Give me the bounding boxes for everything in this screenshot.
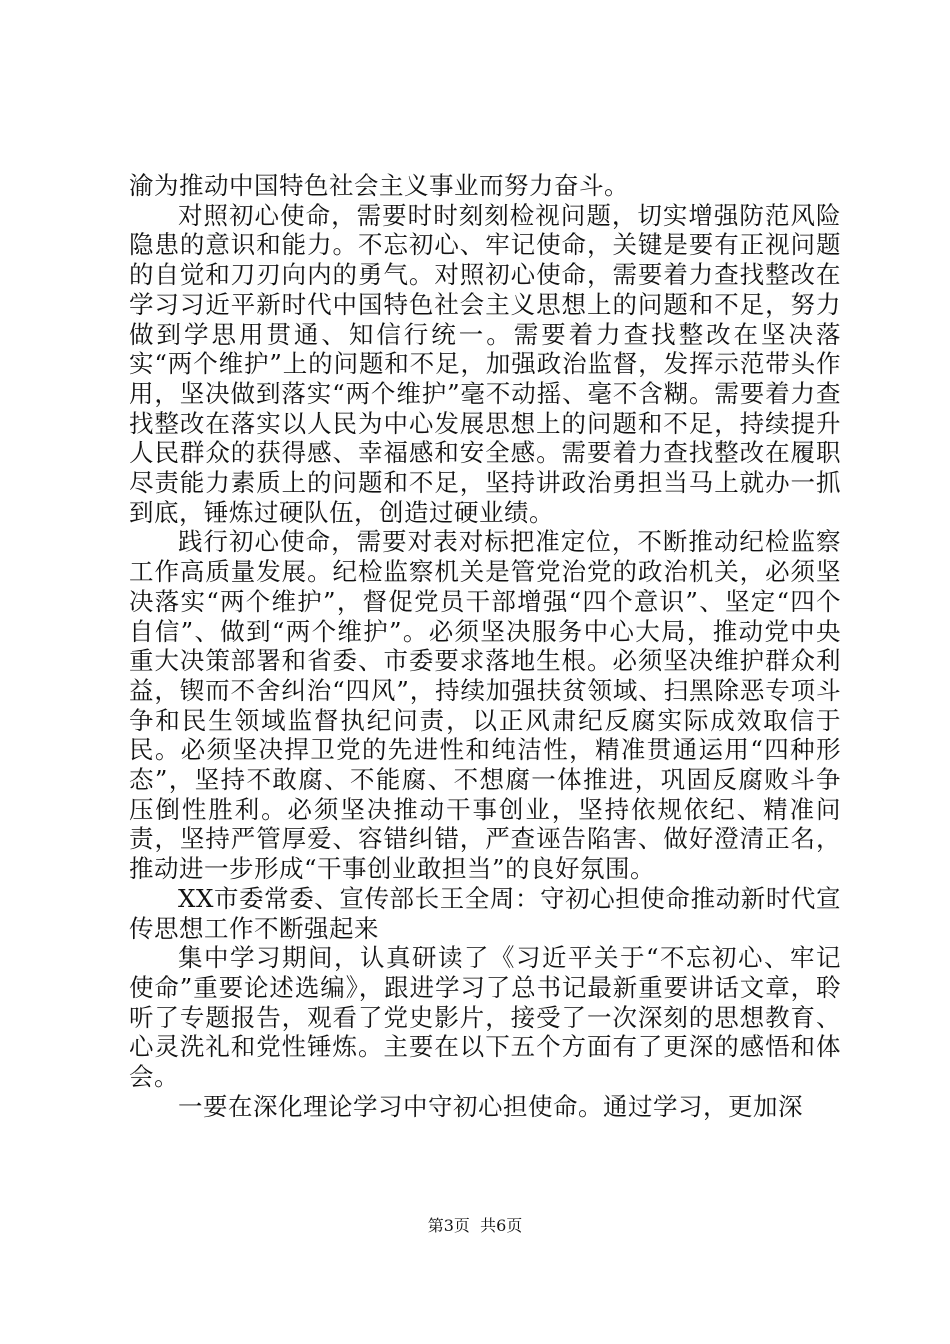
paragraph-continuation: 渝为推动中国特色社会主义事业而努力奋斗。	[129, 171, 629, 200]
page-number: 第3页 共6页	[427, 1216, 523, 1235]
paragraph-theory-study: 一要在深化理论学习中守初心担使命。通过学习，更加深	[178, 1091, 803, 1121]
document-body	[129, 171, 841, 1122]
section-heading: XX市委常委、宣传部长王全周：守初心担使命推动新时代宣传思想工作不断强起来	[129, 883, 841, 943]
paragraph-study-period: 集中学习期间，认真研读了《习近平关于“不忘初心、牢记使命”重要论述选编》，跟进学习了总书记最新重要讲话文章，聆听了专题报告，观看了党史影片，接受了一次深刻的思想教育、心灵洗礼和党性锤炼。主要在以下五个方面有了更深的感悟和体会。	[129, 943, 841, 1092]
page-footer	[0, 1216, 950, 1236]
paragraph-reflect-mission: 对照初心使命，需要时时刻刻检视问题，切实增强防范风险隐患的意识和能力。不忘初心、牢记使命，关键是要有正视问题的自觉和刀刃向内的勇气。对照初心使命，需要着力查找整改在学习习近平新时代中国特色社会主义思想上的问题和不足，努力做到学思用贯通、知信行统一。需要着力查找整改在坚决落实“两个维护”上的问题和不足，加强政治监督，发挥示范带头作用，坚决做到落实“两个维护”毫不动摇、毫不含糊。需要着力查找整改在落实以人民为中心发展思想上的问题和不足，持续提升人民群众的获得感、幸福感和安全感。需要着力查找整改在履职尽责能力素质上的问题和不足，坚持讲政治勇担当马上就办一抓到底，锤炼过硬队伍，创造过硬业绩。	[129, 200, 841, 527]
paragraph-practice-mission: 践行初心使命，需要对表对标把准定位，不断推动纪检监察工作高质量发展。纪检监察机关是管党治党的政治机关，必须坚决落实“两个维护”，督促党员干部增强“四个意识”、坚定“四个自信”、做到“两个维护”。必须坚决服务中心大局，推动党中央重大决策部署和省委、市委要求落地生根。必须坚决维护群众利益，锲而不舍纠治“四风”，持续加强扶贫领域、扫黑除恶专项斗争和民生领域监督执纪问责，以正风肃纪反腐实际成效取信于民。必须坚决捍卫党的先进性和纯洁性，精准贯通运用“四种形态”，坚持不敢腐、不能腐、不想腐一体推进，巩固反腐败斗争压倒性胜利。必须坚决推动干事创业，坚持依规依纪、精准问责，坚持严管厚爱、容错纠错，严查诬告陷害、做好澄清正名，推动进一步形成“干事创业敢担当”的良好氛围。	[129, 527, 841, 884]
